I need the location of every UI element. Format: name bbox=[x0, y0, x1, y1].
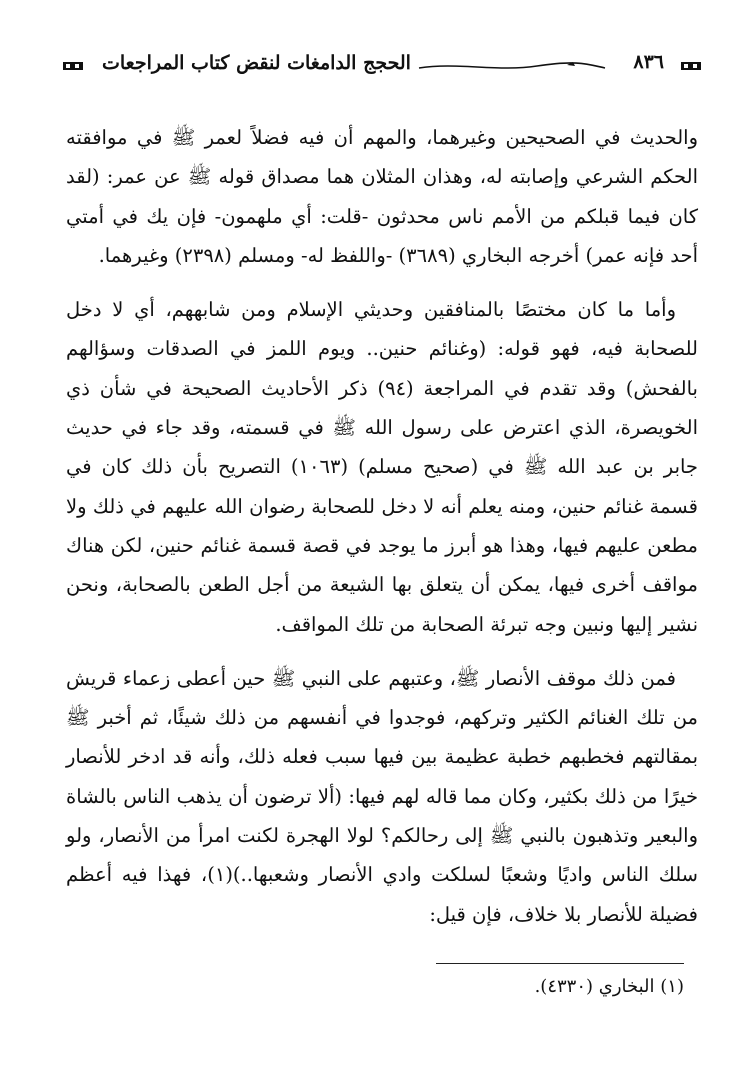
running-header bbox=[62, 50, 702, 80]
body-text bbox=[66, 118, 698, 949]
paragraph: فمن ذلك موقف الأنصار ﷺ، وعتبهم على النبي ﷺ حين أعطى زعماء قريش من تلك الغنائم الكثير وتركهم، فوجدوا في أنفسهم من ذلك شيئًا، ثم أخبر ﷺ بمقالتهم فخطبهم خطبة عظيمة بين فيها سبب فعله ذلك، وأنه قد ادخر للأنصار خيرًا من ذلك بكثير، وكان مما قاله لهم فيها: (ألا ترضون أن يذهب الناس بالشاة والبعير وتذهبون بالنبي ﷺ إلى رحالكم؟ لولا الهجرة لكنت امرأ من الأنصار، ولو سلك الناس واديًا وشعبًا لسلكت وادي الأنصار وشعبها..)(١)، فهذا فيه أعظم فضيلة للأنصار بلا خلاف، فإن قيل: bbox=[66, 666, 699, 926]
header-swash-ornament-icon bbox=[417, 60, 607, 74]
header-ornament-left-icon bbox=[62, 60, 84, 72]
page-number: ٨٣٦ bbox=[633, 51, 664, 73]
header-ornament-right-icon bbox=[680, 60, 702, 72]
book-title: الحجج الدامغات لنقض كتاب المراجعات bbox=[102, 52, 411, 74]
footnote-separator bbox=[436, 963, 684, 964]
footnote: (١) البخاري (٤٣٣٠). bbox=[534, 976, 684, 997]
paragraph: والحديث في الصحيحين وغيرهما، والمهم أن فيه فضلاً لعمر ﷺ في موافقته الحكم الشرعي وإصابته له، وهذان المثلان هما مصداق قوله ﷺ عن عمر: (لقد كان فيما قبلكم من الأمم ناس محدثون -قلت: أي ملهمون- فإن يك في أمتي أحد فإنه عمر) أخرجه البخاري (٣٦٨٩) -واللفظ له- ومسلم (٢٣٩٨) وغيرهما. bbox=[66, 126, 698, 267]
paragraph: وأما ما كان مختصًا بالمنافقين وحديثي الإسلام ومن شابههم، أي لا دخل للصحابة فيه، فهو قوله: (وغنائم حنين.. ويوم اللمز في الصدقات وسؤالهم بالفحش) وقد تقدم في المراجعة (٩٤) ذكر الأحاديث الصحيحة في شأن ذي الخويصرة، الذي اعترض على رسول الله ﷺ في قسمته، وقد جاء في حديث جابر بن عبد الله ﷺ في (صحيح مسلم) (١٠٦٣) التصريح بأن ذلك كان في قسمة غنائم حنين، ومنه يعلم أنه لا دخل للصحابة رضوان الله عليهم في ذلك ولا مطعن عليهم فيها، وهذا هو أبرز ما يوجد في قصة قسمة غنائم حنين، لكن هناك مواقف أخرى فيها، يمكن أن يتعلق بها الشيعة من أجل الطعن بالصحابة، ونحن نشير إليها ونبين وجه تبرئة الصحابة من تلك المواقف. bbox=[66, 298, 698, 636]
